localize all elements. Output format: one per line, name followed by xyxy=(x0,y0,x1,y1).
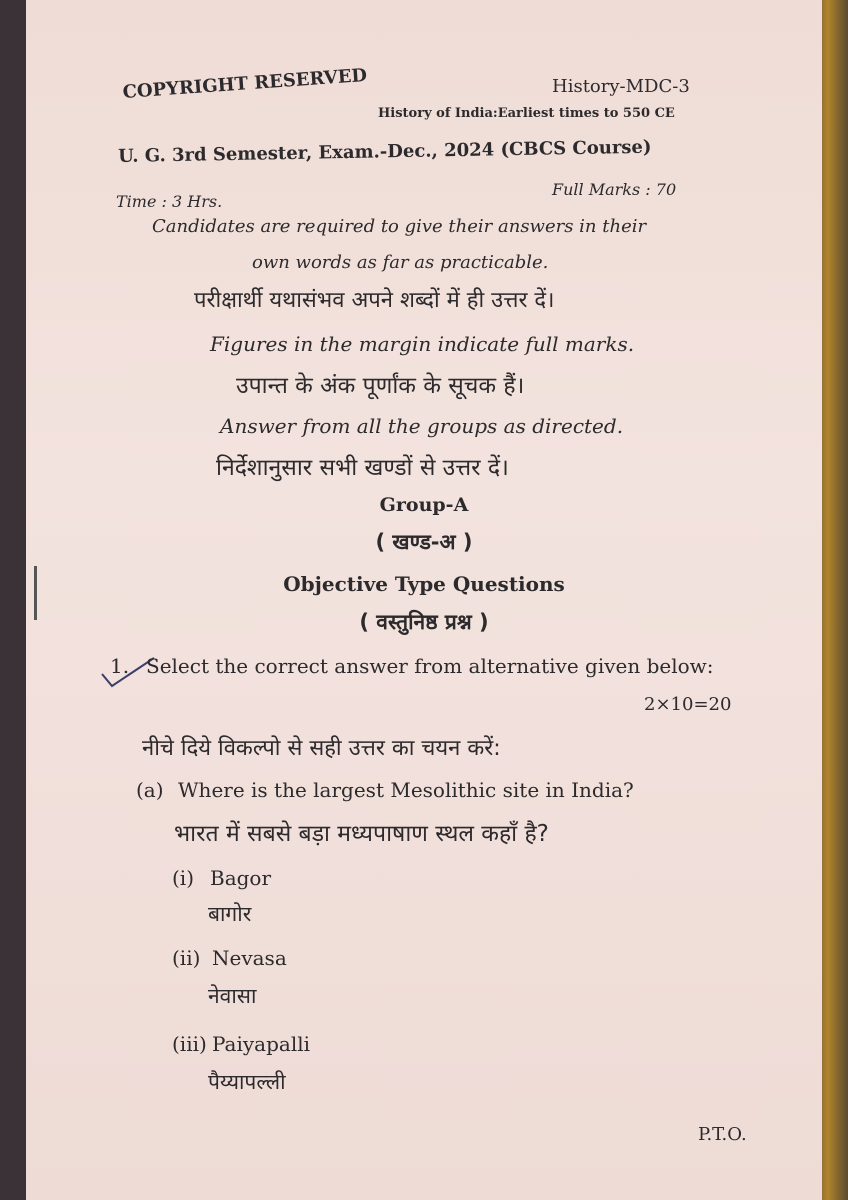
pto-marker: P.T.O. xyxy=(698,1124,747,1145)
option-text-hindi: पैय्यापल्ली xyxy=(208,1070,286,1094)
question-type-hindi: ( वस्तुनिष्ठ प्रश्न ) xyxy=(359,610,489,634)
subquestion-text: Where is the largest Mesolithic site in India? xyxy=(178,778,634,802)
figures-note: Figures in the margin indicate full marks. xyxy=(210,332,635,356)
margin-bracket xyxy=(34,566,37,620)
option-label: (ii) xyxy=(172,946,201,970)
exam-time: Time : 3 Hrs. xyxy=(116,192,223,211)
instruction-line1: Candidates are required to give their answers in their xyxy=(152,216,647,237)
option-label: (i) xyxy=(172,866,195,890)
option-label: (iii) xyxy=(172,1032,207,1056)
copyright-notice: COPYRIGHT RESERVED xyxy=(122,64,368,103)
question-text-hindi: नीचे दिये विकल्पो से सही उत्तर का चयन करें: xyxy=(142,736,501,761)
option-text: Bagor xyxy=(210,866,272,890)
option-text-hindi: नेवासा xyxy=(208,984,257,1008)
option-text: Paiyapalli xyxy=(212,1032,311,1056)
question-text: Select the correct answer from alternative given below: xyxy=(146,654,714,678)
question-number: 1. xyxy=(110,654,130,678)
answer-note: Answer from all the groups as directed. xyxy=(220,414,624,438)
question-type: Objective Type Questions xyxy=(283,572,565,596)
instruction-hindi: परीक्षार्थी यथासंभव अपने शब्दों में ही उत्तर दें। xyxy=(194,288,555,313)
group-title: Group-A xyxy=(379,494,469,516)
instruction-line2: own words as far as practicable. xyxy=(252,252,549,273)
exam-paper xyxy=(26,0,822,1200)
paper-title: History of India:Earliest times to 550 CE xyxy=(378,106,675,121)
group-title-hindi: ( खण्ड-अ ) xyxy=(375,530,473,554)
full-marks: Full Marks : 70 xyxy=(552,180,677,199)
option-text-hindi: बागोर xyxy=(208,902,252,926)
figures-note-hindi: उपान्त के अंक पूर्णांक के सूचक हैं। xyxy=(236,373,525,399)
paper-code: History-MDC-3 xyxy=(552,76,690,97)
exam-line: U. G. 3rd Semester, Exam.-Dec., 2024 (CBCS Course) xyxy=(118,136,652,167)
question-marks: 2×10=20 xyxy=(644,694,732,715)
option-text: Nevasa xyxy=(212,946,287,970)
subquestion-text-hindi: भारत में सबसे बड़ा मध्यपाषाण स्थल कहाँ है? xyxy=(174,821,549,847)
subquestion-label: (a) xyxy=(136,778,164,802)
answer-note-hindi: निर्देशानुसार सभी खण्डों से उत्तर दें। xyxy=(216,455,509,481)
